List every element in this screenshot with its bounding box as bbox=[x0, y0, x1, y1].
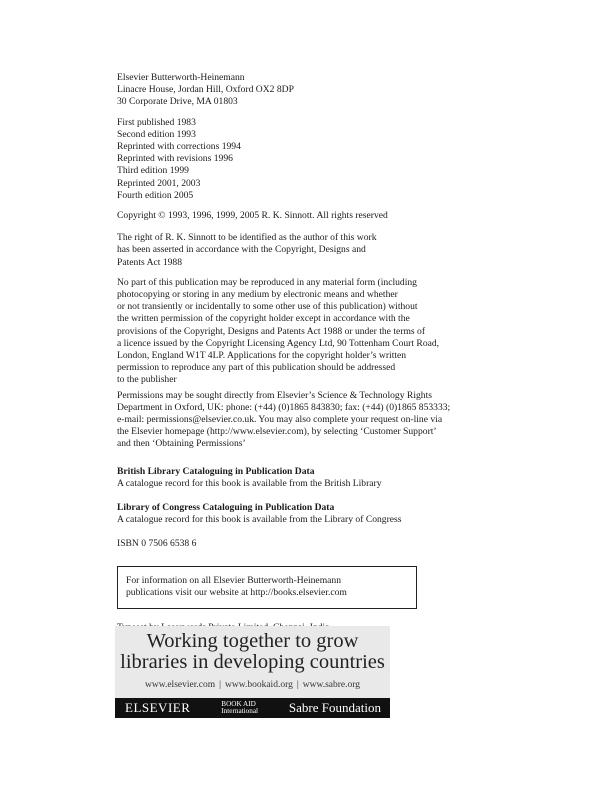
permissions-line: e-mail: permissions@elsevier.co.uk. You may also complete your request on-line via bbox=[117, 414, 443, 426]
publisher-address bbox=[117, 72, 517, 109]
book-aid-logo-line: International bbox=[221, 707, 259, 715]
banner-url-sabre: www.sabre.org bbox=[302, 679, 360, 690]
permissions-notice bbox=[117, 390, 517, 451]
history-line: Third edition 1999 bbox=[117, 165, 189, 177]
british-library-cip bbox=[117, 466, 517, 490]
banner-urls bbox=[115, 679, 390, 691]
banner-title-line: libraries in developing countries bbox=[120, 651, 385, 673]
elsevier-logo: ELSEVIER bbox=[125, 699, 191, 715]
publication-history bbox=[117, 117, 517, 202]
banner-url-elsevier: www.elsevier.com bbox=[145, 679, 216, 690]
book-aid-banner bbox=[115, 626, 390, 718]
library-of-congress-cip bbox=[117, 502, 517, 526]
sabre-foundation-logo: Sabre Foundation bbox=[288, 699, 381, 715]
book-aid-logo bbox=[221, 701, 258, 716]
history-line: Fourth edition 2005 bbox=[117, 189, 194, 201]
permissions-line: Department in Oxford, UK: phone: (+44) (0)1865 843830; fax: (+44) (0)1865 853333; bbox=[117, 401, 451, 413]
info-box-line: publications visit our website at http://books.elsevier.com bbox=[126, 586, 347, 598]
publisher-address-line: 30 Corporate Drive, MA 01803 bbox=[117, 96, 238, 108]
library-of-congress-heading: Library of Congress Cataloguing in Publication Data bbox=[117, 502, 335, 514]
reproduction-line: London, England W1T 4LP. Applications for the copyright holder’s written bbox=[117, 350, 407, 362]
british-library-heading: British Library Cataloguing in Publication Data bbox=[117, 465, 315, 477]
copyright-line: Copyright © 1993, 1996, 1999, 2005 R. K. Sinnott. All rights reserved bbox=[117, 210, 388, 222]
isbn-line: ISBN 0 7506 6538 6 bbox=[117, 537, 197, 549]
history-line: Reprinted with revisions 1996 bbox=[117, 153, 233, 165]
banner-logo-strip bbox=[115, 698, 390, 718]
publisher-address-line: Linacre House, Jordan Hill, Oxford OX2 8DP bbox=[117, 84, 294, 96]
publisher-name: Elsevier Butterworth-Heinemann bbox=[117, 72, 245, 83]
banner-separator: | bbox=[219, 679, 221, 690]
moral-rights-statement bbox=[117, 232, 517, 269]
reproduction-line: permission to reproduce any part of this publication should be addressed bbox=[117, 362, 396, 374]
reproduction-line: or not transiently or incidentally to some other use of this publication) without bbox=[117, 301, 418, 313]
british-library-text: A catalogue record for this book is available from the British Library bbox=[117, 477, 382, 489]
reproduction-notice bbox=[117, 277, 517, 387]
copyright-page bbox=[117, 72, 517, 634]
reproduction-line: to the publisher bbox=[117, 374, 177, 386]
permissions-line: the Elsevier homepage (http://www.elsevier.com), by selecting ‘Customer Support’ bbox=[117, 426, 437, 438]
permissions-line: and then ‘Obtaining Permissions’ bbox=[117, 438, 246, 450]
moral-rights-line: The right of R. K. Sinnott to be identified as the author of this work bbox=[117, 232, 377, 244]
reproduction-line: provisions of the Copyright, Designs and Patents Act 1988 or under the terms of bbox=[117, 325, 426, 337]
banner-separator: | bbox=[296, 679, 299, 690]
banner-upper bbox=[115, 626, 390, 698]
reproduction-line: the written permission of the copyright holder except in accordance with the bbox=[117, 313, 410, 325]
reproduction-line: a licence issued by the Copyright Licensing Agency Ltd, 90 Tottenham Court Road, bbox=[117, 337, 440, 349]
moral-rights-line: has been asserted in accordance with the Copyright, Designs and bbox=[117, 244, 366, 256]
history-line: Reprinted 2001, 2003 bbox=[117, 177, 201, 189]
isbn bbox=[117, 538, 517, 550]
banner-url-bookaid: www.bookaid.org bbox=[225, 679, 293, 690]
history-line: Second edition 1993 bbox=[117, 128, 196, 140]
history-line: Reprinted with corrections 1994 bbox=[117, 141, 241, 153]
moral-rights-line: Patents Act 1988 bbox=[117, 256, 183, 268]
info-box-line: For information on all Elsevier Butterworth-Heinemann bbox=[126, 574, 342, 586]
history-line: First published 1983 bbox=[117, 116, 196, 128]
library-of-congress-text: A catalogue record for this book is available from the Library of Congress bbox=[117, 514, 402, 526]
website-info-box bbox=[117, 566, 417, 609]
reproduction-line: photocopying or storing in any medium by electronic means and whether bbox=[117, 289, 398, 301]
banner-title-line: Working together to grow bbox=[146, 630, 359, 652]
permissions-line: Permissions may be sought directly from Elsevier’s Science & Technology Rights bbox=[117, 389, 432, 401]
book-aid-logo-line: BOOK AID bbox=[221, 699, 256, 708]
copyright-notice bbox=[117, 210, 517, 222]
reproduction-line: No part of this publication may be reproduced in any material form (including bbox=[117, 276, 417, 288]
